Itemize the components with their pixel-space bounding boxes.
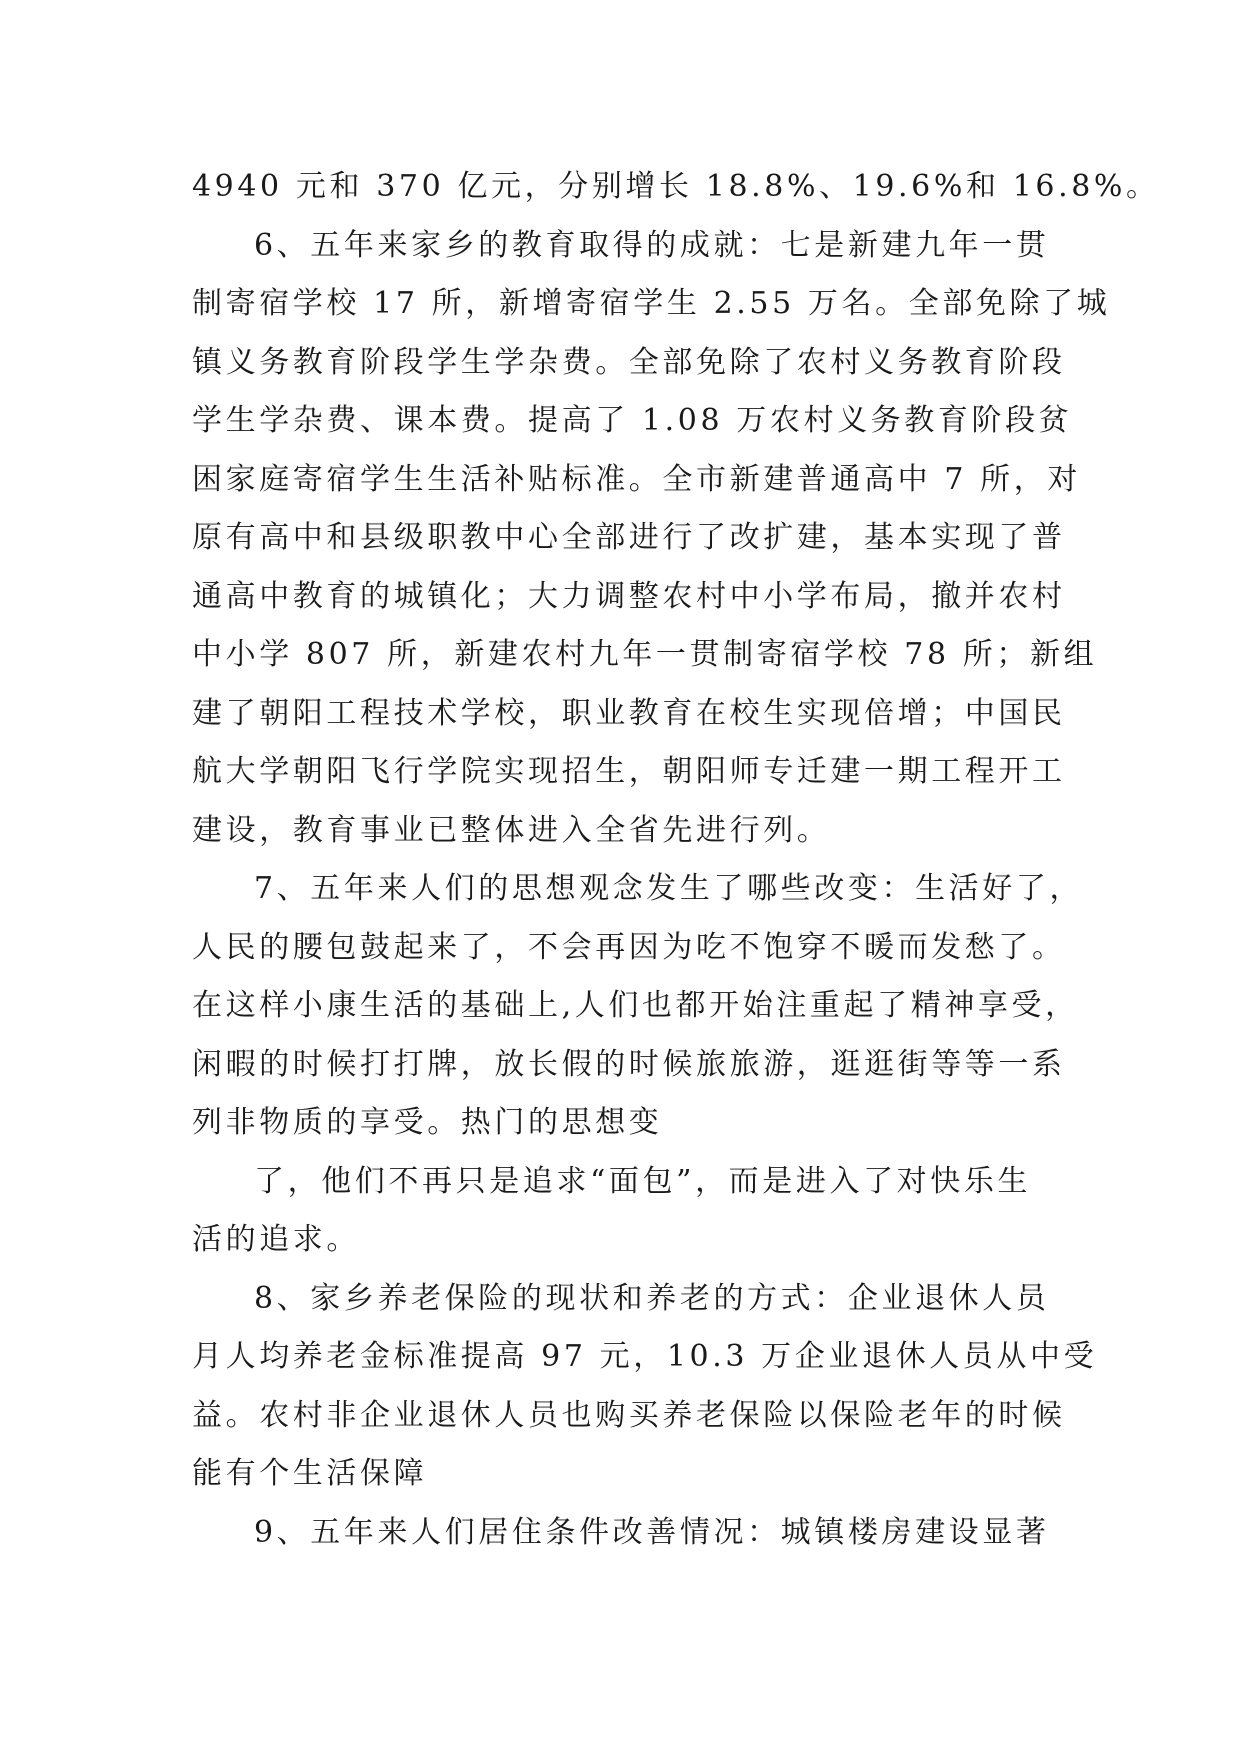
text-line: 能有个生活保障: [192, 1456, 428, 1491]
text-line: 建设，教育事业已整体进入全省先进行列。: [192, 812, 831, 848]
paragraph-6-line: 6、五年来家乡的教育取得的成就：七是新建九年一贯: [254, 227, 1050, 263]
text-line: 益。农村非企业退休人员也购买养老保险以保险老年的时候: [192, 1397, 1066, 1433]
paragraph-8-line: 8、家乡养老保险的现状和养老的方式：企业退休人员: [254, 1280, 1050, 1316]
text-line: 航大学朝阳飞行学院实现招生，朝阳师专迁建一期工程开工: [192, 754, 1066, 789]
text-line: 在这样小康生活的基础上,人们也都开始注重起了精神享受，: [192, 988, 1079, 1023]
body-text: [192, 158, 1160, 1562]
text-line: 月人均养老金标准提高 97 元，10.3 万企业退休人员从中受: [192, 1339, 1098, 1374]
text-line: 中小学 807 所，新建农村九年一贯制寄宿学校 78 所；新组: [192, 637, 1098, 672]
text-line: 活的追求。: [192, 1222, 360, 1257]
text-line: 镇义务教育阶段学生学杂费。全部免除了农村义务教育阶段: [192, 344, 1066, 380]
text-line: 困家庭寄宿学生生活补贴标准。全市新建普通高中 7 所，对: [192, 461, 1081, 497]
text-line: 闲暇的时候打打牌，放长假的时候旅旅游，逛逛街等等一系: [192, 1046, 1066, 1082]
paragraph-9-line: 9、五年来人们居住条件改善情况：城镇楼房建设显著: [254, 1514, 1050, 1550]
paragraph-7-line: 7、五年来人们的思想观念发生了哪些改变：生活好了，: [254, 871, 1084, 906]
text-line: 了，他们不再只是追求“面包”，而是进入了对快乐生: [254, 1163, 1032, 1199]
text-line: 制寄宿学校 17 所，新增寄宿学生 2.55 万名。全部免除了城: [192, 286, 1111, 321]
text-line: 原有高中和县级职教中心全部进行了改扩建，基本实现了普: [192, 520, 1066, 555]
text-line: 列非物质的享受。热门的思想变: [192, 1105, 663, 1140]
text-line: 学生学杂费、课本费。提高了 1.08 万农村义务教育阶段贫: [192, 403, 1073, 438]
text-line: 4940 元和 370 亿元，分别增长 18.8%、19.6%和 16.8%。: [192, 169, 1160, 204]
text-line: 人民的腰包鼓起来了，不会再因为吃不饱穿不暖而发愁了。: [192, 929, 1066, 965]
text-line: 通高中教育的城镇化；大力调整农村中小学布局，撤并农村: [192, 578, 1066, 614]
text-line: 建了朝阳工程技术学校，职业教育在校生实现倍增；中国民: [192, 695, 1066, 731]
